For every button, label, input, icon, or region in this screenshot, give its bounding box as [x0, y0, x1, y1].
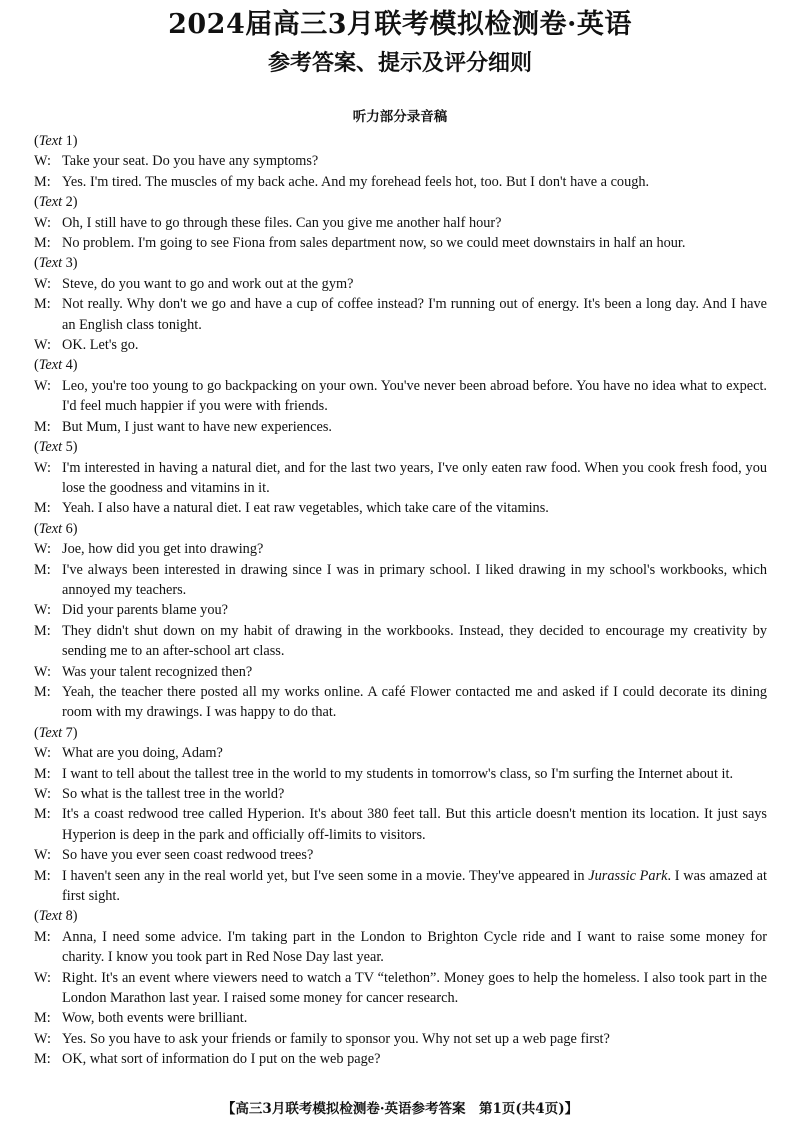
- dialogue-line: [34, 417, 767, 437]
- utterance-segment: OK. Let's go.: [62, 337, 139, 354]
- speaker-label: M:: [34, 765, 51, 782]
- dialogue-line: [34, 662, 767, 682]
- utterance-segment: Yeah. I also have a natural diet. I eat raw vegetables, which take care of the vitamins.: [62, 500, 549, 517]
- dialogue-line: [34, 376, 767, 417]
- speaker-label: W:: [34, 745, 51, 762]
- utterance-segment: They didn't shut down on my habit of drawing in the workbooks. Instead, they decided to encourage my creativity by sending me to an after-school art class.: [62, 622, 767, 660]
- utterance-segment: What are you doing, Adam?: [62, 745, 223, 762]
- page-footer: 【高三3月联考模拟检测卷·英语参考答案 第1页(共4页)】: [221, 1101, 579, 1117]
- text-label-number: 7): [62, 724, 78, 741]
- utterance-text: [62, 1049, 767, 1069]
- text-label-word: Text: [38, 520, 63, 537]
- utterance-segment: I haven't seen any in the real world yet, but I've seen some in a movie. They've appeared in: [62, 867, 589, 884]
- utterance-text: [62, 682, 767, 723]
- speaker-label: W:: [34, 275, 51, 292]
- utterance-segment: Was your talent recognized then?: [62, 663, 253, 680]
- speaker-label: M:: [34, 235, 51, 252]
- text-label-number: 2): [62, 194, 78, 211]
- speaker-label: W:: [34, 459, 51, 476]
- document-title: 2024届高三3月联考模拟检测卷·英语: [168, 9, 632, 40]
- utterance-text: [62, 866, 767, 907]
- utterance-segment: Yes. I'm tired. The muscles of my back ache. And my forehead feels hot, too. But I don't have a cough.: [62, 173, 650, 190]
- utterance-segment: It's a coast redwood tree called Hyperion. It's about 380 feet tall. But this article doesn't mention its location. It just says Hyperion is deep in the park and officially off-limits to visitors.: [62, 806, 767, 843]
- utterance-text: [62, 1008, 767, 1028]
- utterance-segment: Steve, do you want to go and work out at the gym?: [62, 275, 354, 292]
- utterance-text: [62, 600, 767, 620]
- speaker-label: W:: [34, 847, 51, 864]
- dialogue-line: [34, 743, 767, 763]
- text-label-open: (: [34, 908, 39, 925]
- speaker-label: M:: [34, 622, 51, 639]
- utterance-segment: OK, what sort of information do I put on the web page?: [62, 1051, 381, 1068]
- utterance-text: [62, 376, 767, 417]
- speaker-label: W:: [34, 541, 51, 558]
- text-label-open: (: [34, 194, 39, 211]
- utterance-text: [62, 784, 767, 804]
- utterance-text: [62, 213, 767, 233]
- utterance-text: [62, 927, 767, 968]
- speaker-label: W:: [34, 153, 51, 170]
- speaker-label: M:: [34, 500, 51, 517]
- speaker-label: W:: [34, 786, 51, 802]
- text-label-number: 3): [62, 255, 78, 272]
- speaker-label: M:: [34, 1051, 51, 1068]
- listening-transcript: [34, 131, 767, 1070]
- speaker-label: M:: [34, 296, 51, 313]
- dialogue-line: [34, 764, 767, 784]
- speaker-label: M:: [34, 928, 51, 945]
- speaker-label: M:: [34, 806, 51, 823]
- utterance-text: [62, 151, 767, 171]
- dialogue-line: [34, 600, 767, 620]
- dialogue-line: [34, 621, 767, 662]
- speaker-label: M:: [34, 173, 51, 190]
- utterance-text: [62, 539, 767, 559]
- speaker-label: M:: [34, 683, 51, 700]
- text-label-word: Text: [38, 439, 63, 456]
- dialogue-line: [34, 233, 767, 253]
- utterance-text: [62, 1029, 767, 1049]
- text-label-number: 1): [62, 133, 78, 149]
- text-label-open: (: [34, 133, 39, 149]
- dialogue-line: [34, 927, 767, 968]
- speaker-label: W:: [34, 602, 51, 619]
- speaker-label: M:: [34, 867, 51, 884]
- text-label: [34, 355, 767, 375]
- utterance-text: [62, 764, 767, 784]
- speaker-label: W:: [34, 969, 51, 986]
- dialogue-line: [34, 560, 767, 601]
- speaker-label: W:: [34, 1030, 51, 1047]
- dialogue-line: [34, 274, 767, 294]
- utterance-segment: Leo, you're too young to go backpacking on your own. You've never been abroad before. You have no idea what to expect. I'd feel much happier if you were with friends.: [62, 377, 767, 415]
- utterance-segment: No problem. I'm going to see Fiona from sales department now, so we could meet downstairs in half an hour.: [62, 235, 686, 252]
- utterance-text: [62, 458, 767, 499]
- utterance-segment: Yeah, the teacher there posted all my works online. A café Flower contacted me and asked if I could decorate its dining room with my drawings. I was happy to do that.: [62, 683, 767, 721]
- dialogue-line: [34, 784, 767, 804]
- utterance-text: [62, 968, 767, 1009]
- text-label: [34, 192, 767, 212]
- speaker-label: M:: [34, 418, 51, 435]
- utterance-segment: Did your parents blame you?: [62, 602, 228, 619]
- utterance-segment: I'm interested in having a natural diet, and for the last two years, I've only eaten raw food. When you cook fresh food, you lose the goodness and vitamins in it.: [62, 459, 767, 496]
- text-label-number: 4): [62, 357, 78, 374]
- text-label: [34, 131, 767, 151]
- utterance-text: [62, 804, 767, 845]
- utterance-segment: Not really. Why don't we go and have a cup of coffee instead? I'm running out of energy. It's been a long day. And I have an English class tonight.: [62, 296, 767, 333]
- dialogue-line: [34, 498, 767, 518]
- document-subtitle: 参考答案、提示及评分细则: [267, 50, 532, 76]
- text-label: [34, 906, 767, 926]
- utterance-segment: So what is the tallest tree in the world?: [62, 786, 285, 802]
- dialogue-line: [34, 539, 767, 559]
- utterance-segment: Wow, both events were brilliant.: [62, 1010, 248, 1027]
- utterance-text: [62, 621, 767, 662]
- utterance-segment: I've always been interested in drawing since I was in primary school. I liked drawing in my school's workbooks, which annoyed my teachers.: [62, 561, 767, 598]
- text-label: [34, 723, 767, 743]
- text-label-word: Text: [38, 724, 63, 741]
- text-label-word: Text: [38, 133, 63, 149]
- text-label: [34, 437, 767, 457]
- text-label-word: Text: [38, 255, 63, 272]
- dialogue-line: [34, 458, 767, 499]
- dialogue-line: [34, 1008, 767, 1028]
- movie-title: Jurassic Park: [588, 867, 668, 884]
- utterance-segment: But Mum, I just want to have new experiences.: [62, 418, 332, 435]
- utterance-segment: Anna, I need some advice. I'm taking part in the London to Brighton Cycle ride and I want to raise some money for charity. I know you took part in Red Nose Day last year.: [62, 928, 767, 966]
- utterance-text: [62, 274, 767, 294]
- dialogue-line: [34, 213, 767, 233]
- text-label-number: 8): [62, 908, 78, 925]
- utterance-segment: Take your seat. Do you have any symptoms?: [62, 153, 319, 170]
- speaker-label: M:: [34, 1010, 51, 1027]
- text-label: [34, 253, 767, 273]
- utterance-segment: Right. It's an event where viewers need to watch a TV “telethon”. Money goes to help the homeless. I also took part in the London Marathon last year. I raised some money for cancer research.: [62, 969, 767, 1007]
- speaker-label: W:: [34, 377, 51, 394]
- text-label-open: (: [34, 357, 39, 374]
- utterance-text: [62, 172, 767, 192]
- text-label: [34, 519, 767, 539]
- utterance-text: [62, 294, 767, 335]
- text-label-word: Text: [38, 908, 63, 925]
- text-label-word: Text: [38, 194, 63, 211]
- dialogue-line: [34, 866, 767, 907]
- utterance-text: [62, 417, 767, 437]
- dialogue-line: [34, 335, 767, 355]
- speaker-label: W:: [34, 663, 51, 680]
- section-heading: 听力部分录音稿: [352, 109, 448, 125]
- utterance-text: [62, 560, 767, 601]
- utterance-segment: Joe, how did you get into drawing?: [62, 541, 264, 558]
- dialogue-line: [34, 845, 767, 865]
- dialogue-line: [34, 1029, 767, 1049]
- dialogue-line: [34, 1049, 767, 1069]
- utterance-text: [62, 233, 767, 253]
- utterance-text: [62, 743, 767, 763]
- speaker-label: M:: [34, 561, 51, 578]
- text-label-number: 5): [62, 439, 78, 456]
- utterance-text: [62, 845, 767, 865]
- utterance-segment: Oh, I still have to go through these files. Can you give me another half hour?: [62, 214, 502, 231]
- utterance-segment: . I was amazed at first sight.: [62, 867, 767, 905]
- speaker-label: W:: [34, 214, 51, 231]
- speaker-label: W:: [34, 337, 51, 354]
- utterance-text: [62, 335, 767, 355]
- utterance-text: [62, 662, 767, 682]
- text-label-number: 6): [62, 520, 78, 537]
- text-label-open: (: [34, 520, 39, 537]
- text-label-open: (: [34, 439, 39, 456]
- utterance-segment: I want to tell about the tallest tree in the world to my students in tomorrow's class, so I'm surfing the Internet about it.: [62, 765, 734, 782]
- dialogue-line: [34, 804, 767, 845]
- dialogue-line: [34, 151, 767, 171]
- text-label-word: Text: [38, 357, 63, 374]
- dialogue-line: [34, 682, 767, 723]
- text-label-open: (: [34, 724, 39, 741]
- dialogue-line: [34, 294, 767, 335]
- text-label-open: (: [34, 255, 39, 272]
- utterance-segment: So have you ever seen coast redwood trees?: [62, 847, 314, 864]
- dialogue-line: [34, 172, 767, 192]
- dialogue-line: [34, 968, 767, 1009]
- utterance-text: [62, 498, 767, 518]
- utterance-segment: Yes. So you have to ask your friends or family to sponsor you. Why not set up a web page first?: [62, 1030, 610, 1047]
